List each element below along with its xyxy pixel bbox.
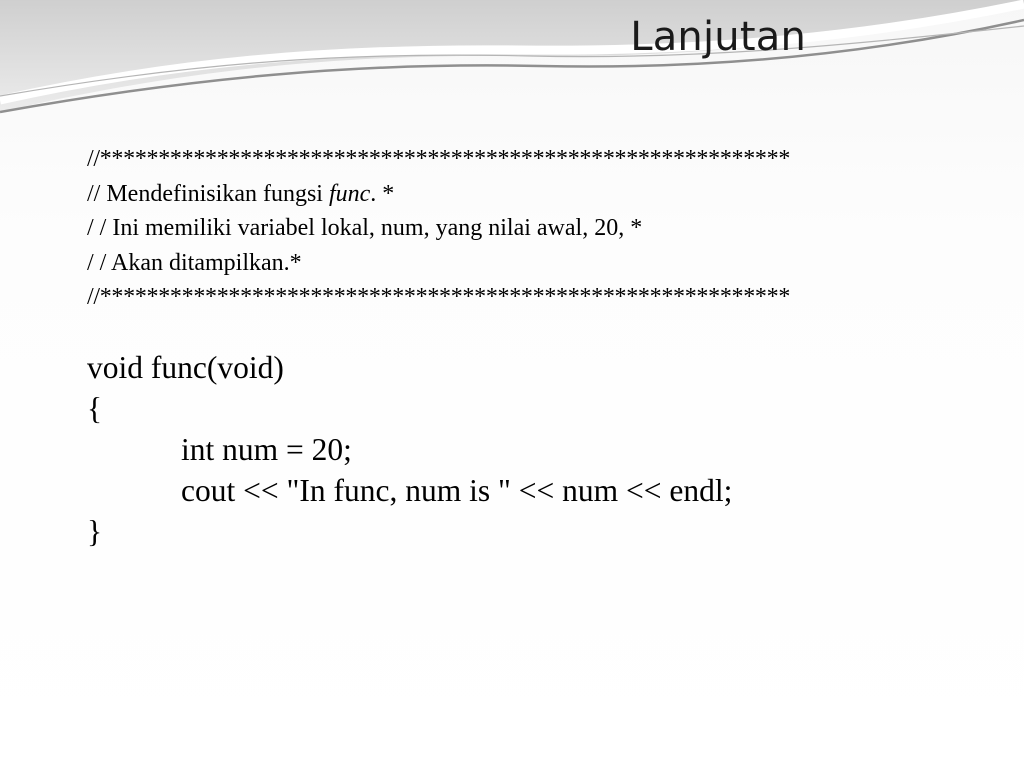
code-close-brace: }: [87, 514, 103, 549]
comment-line-1-suffix: . *: [370, 180, 395, 207]
comment-block: [87, 142, 790, 315]
slide-title: Lanjutan: [630, 14, 806, 60]
code-body-line-2: cout << "In func, num is " << num << endl;: [181, 473, 733, 508]
code-open-brace: {: [87, 391, 103, 426]
header-swoosh-decoration: [0, 0, 1024, 130]
code-body-line-1: int num = 20;: [181, 432, 352, 467]
comment-line-1-prefix: // Mendefinisikan fungsi: [87, 180, 329, 207]
comment-line-2: / / Ini memiliki variabel lokal, num, yang nilai awal, 20, *: [87, 215, 643, 241]
comment-line-3: / / Akan ditampilkan.*: [87, 249, 302, 276]
comment-border-top: //***********************************************************: [87, 146, 791, 172]
comment-border-bottom: //***********************************************************: [87, 284, 791, 310]
comment-line-1: [87, 177, 790, 212]
code-signature: void func(void): [87, 350, 284, 385]
code-block: [87, 347, 732, 552]
comment-func-name: func: [328, 180, 371, 207]
